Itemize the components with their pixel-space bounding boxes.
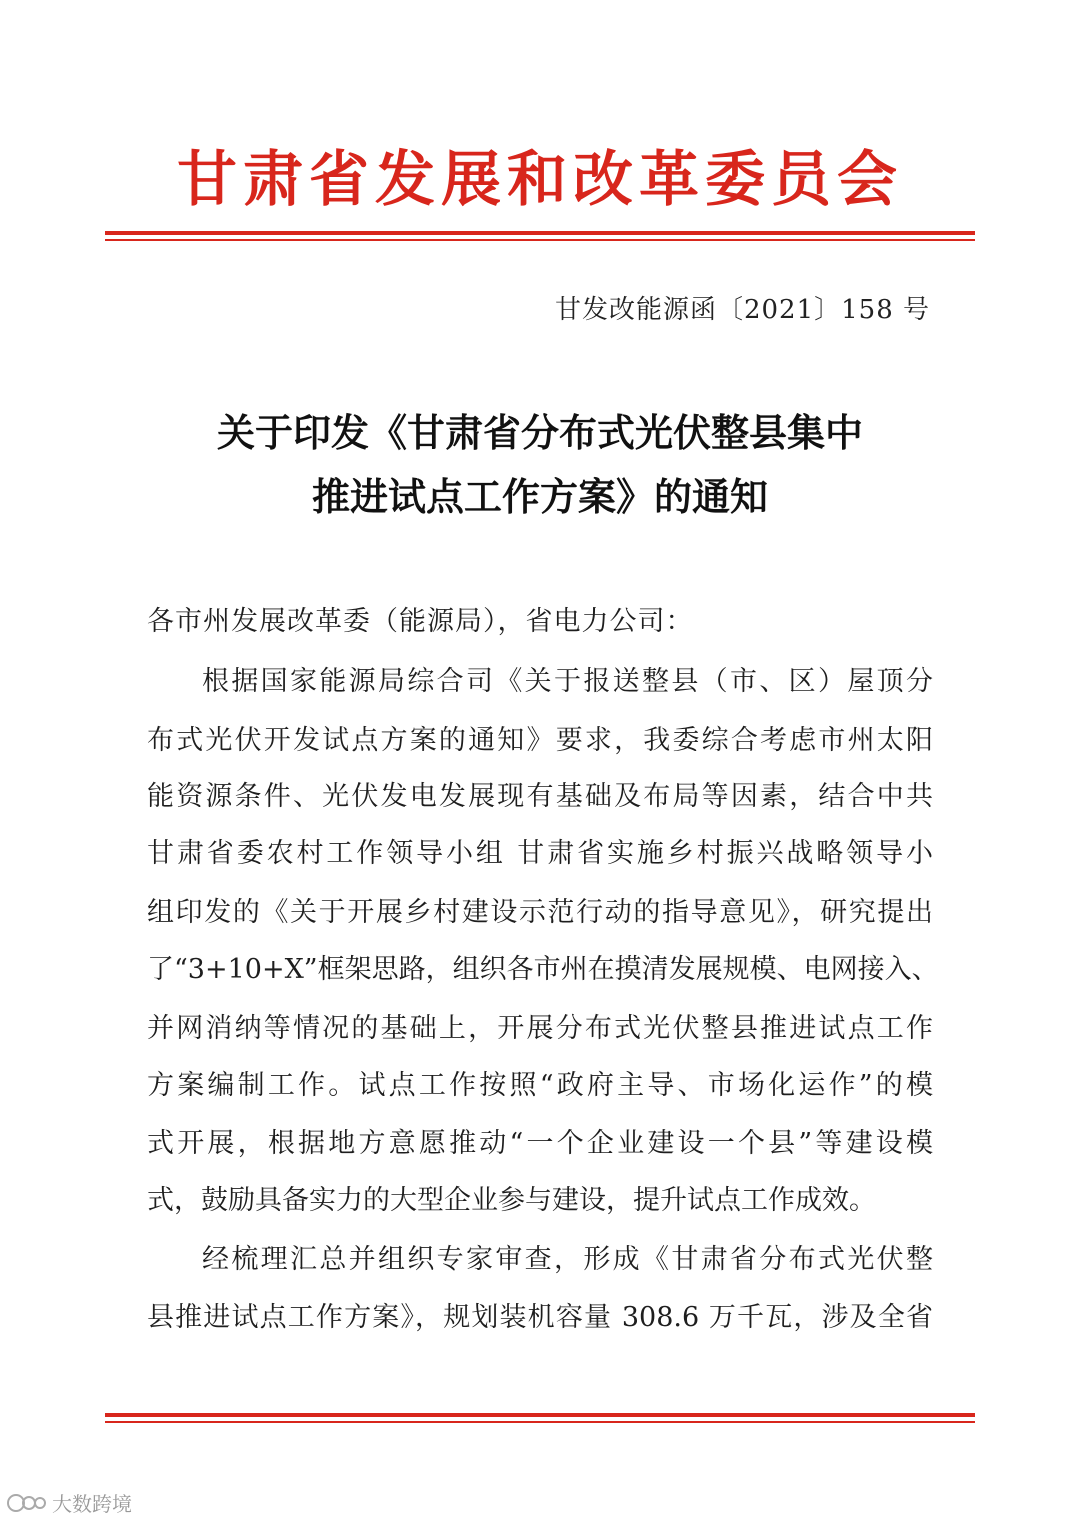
footer-divider-thick bbox=[105, 1413, 975, 1417]
paragraph-line: 式，鼓励具备实力的大型企业参与建设，提升试点工作成效。 bbox=[147, 1185, 876, 1216]
paragraph-line: 布式光伏开发试点方案的通知》要求，我委综合考虑市州太阳 bbox=[147, 725, 933, 756]
paragraph-line: 了“3+10+X”框架思路，组织各市州在摸清发展规模、电网接入、 bbox=[147, 954, 939, 985]
paragraph-line: 经梳理汇总并组织专家审查，形成《甘肃省分布式光伏整 bbox=[202, 1244, 933, 1275]
addressee: 各市州发展改革委（能源局），省电力公司： bbox=[147, 606, 694, 637]
document-title-line-1: 关于印发《甘肃省分布式光伏整县集中 bbox=[216, 411, 863, 455]
watermark bbox=[6, 1488, 132, 1517]
paragraph-line: 组印发的《关于开展乡村建设示范行动的指导意见》，研究提出 bbox=[147, 897, 933, 928]
paragraph-line: 根据国家能源局综合司《关于报送整县（市、区）屋顶分 bbox=[202, 666, 933, 697]
paragraph-line: 并网消纳等情况的基础上，开展分布式光伏整县推进试点工作 bbox=[147, 1013, 933, 1044]
footer-divider-thin bbox=[105, 1421, 975, 1423]
document-number: 甘发改能源函〔2021〕158 号 bbox=[554, 295, 930, 325]
document-title-line-2: 推进试点工作方案》的通知 bbox=[311, 475, 768, 519]
paragraph-line: 甘肃省委农村工作领导小组 甘肃省实施乡村振兴战略领导小 bbox=[147, 838, 933, 869]
logo-icon bbox=[6, 1490, 48, 1516]
paragraph-line: 式开展，根据地方意愿推动“一个企业建设一个县”等建设模 bbox=[147, 1128, 933, 1159]
header-divider-thin bbox=[105, 239, 975, 241]
agency-header: 甘肃省发展和改革委员会 bbox=[177, 145, 903, 215]
header-divider-thick bbox=[105, 231, 975, 235]
watermark-text: 大数跨境 bbox=[52, 1492, 132, 1516]
paragraph-line: 方案编制工作。试点工作按照“政府主导、市场化运作”的模 bbox=[147, 1070, 933, 1101]
paragraph-line: 县推进试点工作方案》，规划装机容量 308.6 万千瓦，涉及全省 bbox=[147, 1302, 933, 1333]
paragraph-line: 能资源条件、光伏发电发展现有基础及布局等因素，结合中共 bbox=[147, 781, 933, 812]
